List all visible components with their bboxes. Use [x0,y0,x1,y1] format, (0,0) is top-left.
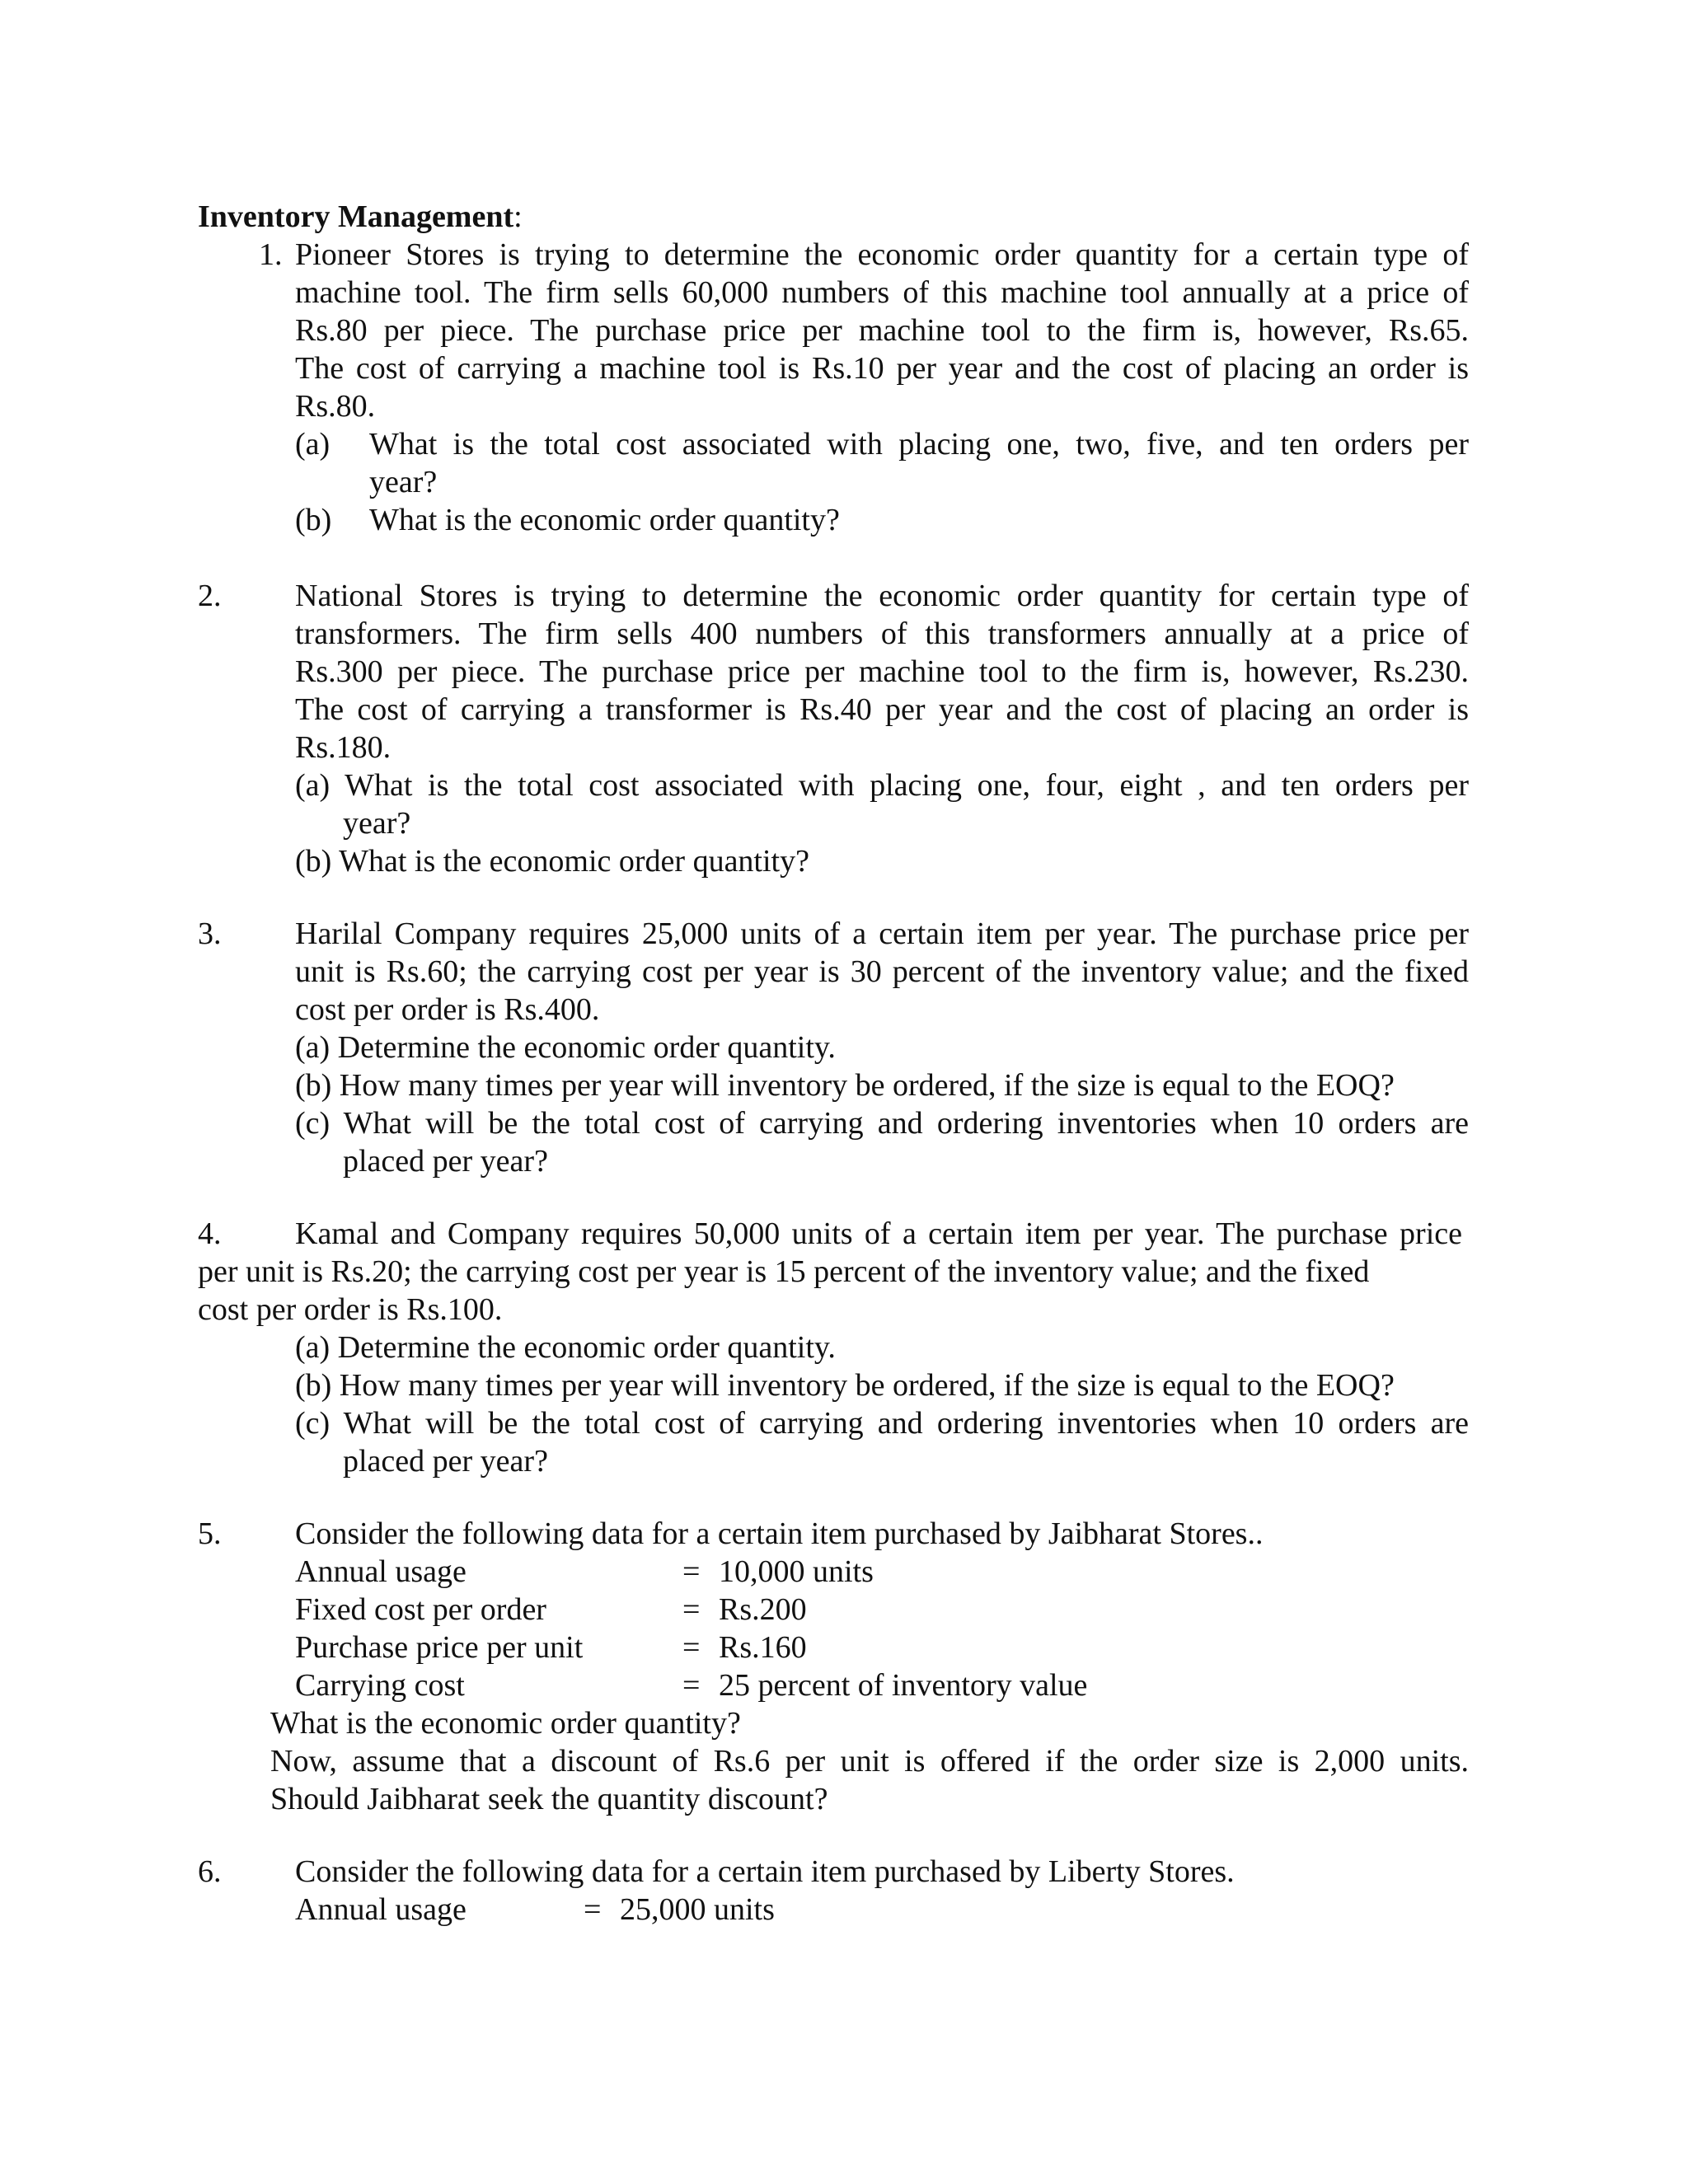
question-text-line: per unit is Rs.20; the carrying cost per year is 15 percent of the inventory value; and the fixed [198,1254,1370,1289]
subpart-text: What is the economic order quantity? [369,503,840,537]
question-text-line: National Stores is trying to determine the economic order quantity for certain type of [295,579,1469,613]
subpart-text: (a) What is the total cost associated with placing one, four, eight , and ten orders per [295,768,1469,803]
data-label: Fixed cost per order [295,1592,546,1627]
data-label: Annual usage [295,1554,467,1589]
data-value: 25,000 units [620,1892,775,1927]
question-number: 2. [198,579,222,613]
subpart-text: year? [369,465,438,499]
subpart-text: (b) How many times per year will inventory be ordered, if the size is equal to the EOQ? [295,1068,1395,1103]
data-label: Purchase price per unit [295,1630,584,1665]
question-text-line: Should Jaibharat seek the quantity discount? [270,1782,828,1816]
data-label: Annual usage [295,1892,467,1927]
equals-sign: = [682,1668,701,1703]
subpart-text: (c) What will be the total cost of carrying and ordering inventories when 10 orders are [295,1106,1469,1141]
question-text-line: The cost of carrying a machine tool is Rs.10 per year and the cost of placing an order is [295,351,1469,386]
question-number: 3. [198,916,222,951]
subpart-text: (b) How many times per year will inventory be ordered, if the size is equal to the EOQ? [295,1368,1395,1403]
data-value: Rs.160 [719,1630,807,1665]
subpart-text: year? [343,806,411,841]
subpart-text: (a) Determine the economic order quantity. [295,1030,836,1065]
question-text-line: Now, assume that a discount of Rs.6 per unit is offered if the order size is 2,000 units. [270,1744,1469,1779]
question-text-line: Consider the following data for a certain item purchased by Jaibharat Stores.. [295,1516,1264,1551]
question-text-line: Kamal and Company requires 50,000 units of a certain item per year. The purchase price [295,1216,1462,1251]
subpart-text: placed per year? [343,1144,548,1179]
heading-title: Inventory Management [198,199,514,234]
question-text-line: cost per order is Rs.400. [295,992,600,1027]
question-text-line: Rs.80. [295,389,376,424]
subpart-text: (c) What will be the total cost of carrying and ordering inventories when 10 orders are [295,1406,1469,1441]
subpart-text: (a) Determine the economic order quantity. [295,1330,836,1365]
question-text-line: Rs.80 per piece. The purchase price per machine tool to the firm is, however, Rs.65. [295,313,1469,348]
question-text-line: Rs.300 per piece. The purchase price per machine tool to the firm is, however, Rs.230. [295,654,1469,689]
question-text-line: unit is Rs.60; the carrying cost per year is 30 percent of the inventory value; and the fixed [295,954,1469,989]
data-value: Rs.200 [719,1592,807,1627]
data-value: 25 percent of inventory value [719,1668,1088,1703]
equals-sign: = [682,1592,701,1627]
data-label: Carrying cost [295,1668,465,1703]
question-number: 1. [259,237,283,272]
equals-sign: = [584,1892,602,1927]
question-number: 5. [198,1516,222,1551]
subpart-label: (b) [295,503,332,537]
question-text-line: cost per order is Rs.100. [198,1292,503,1327]
question-text-line: Harilal Company requires 25,000 units of a certain item per year. The purchase price per [295,916,1469,951]
question-text-line: What is the economic order quantity? [270,1706,741,1741]
question-number: 6. [198,1854,222,1889]
question-text-line: Consider the following data for a certain item purchased by Liberty Stores. [295,1854,1235,1889]
question-text-line: The cost of carrying a transformer is Rs.40 per year and the cost of placing an order is [295,692,1469,727]
heading-colon: : [513,199,523,234]
subpart-label: (a) [295,427,331,462]
data-value: 10,000 units [719,1554,874,1589]
question-text-line: Rs.180. [295,730,392,765]
question-number: 4. [198,1216,222,1251]
equals-sign: = [682,1630,701,1665]
equals-sign: = [682,1554,701,1589]
page-heading [198,198,523,236]
question-text-line: Pioneer Stores is trying to determine the economic order quantity for a certain type of [295,237,1469,272]
question-text-line: machine tool. The firm sells 60,000 numbers of this machine tool annually at a price of [295,275,1469,310]
subpart-text: What is the total cost associated with placing one, two, five, and ten orders per [369,427,1469,462]
question-text-line: transformers. The firm sells 400 numbers of this transformers annually at a price of [295,616,1469,651]
subpart-text: (b) What is the economic order quantity? [295,844,809,879]
subpart-text: placed per year? [343,1444,548,1479]
